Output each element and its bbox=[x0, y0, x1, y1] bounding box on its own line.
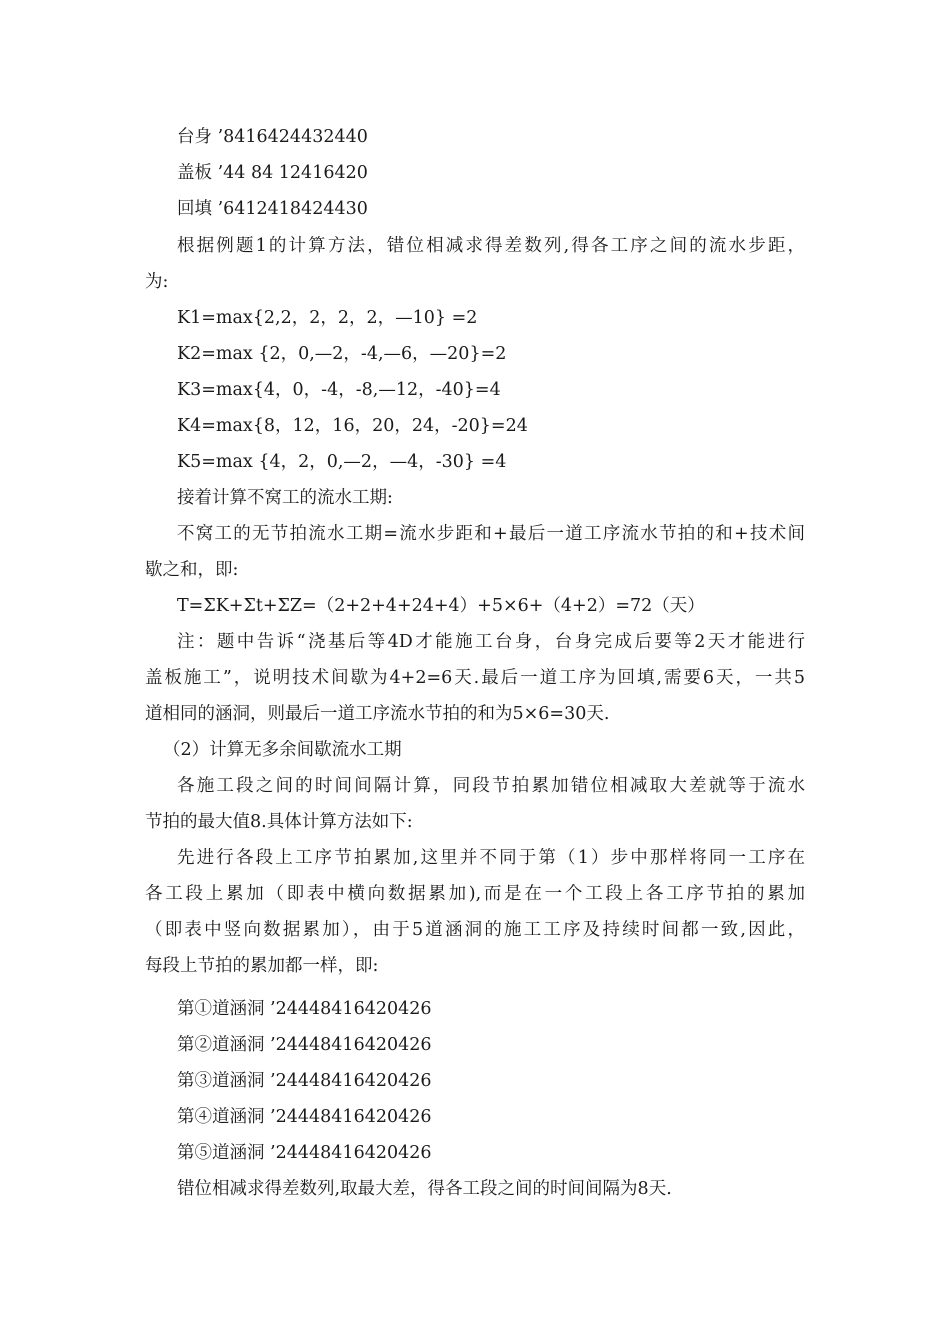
text-line: K1=max{2,2，2，2，2，—10} =2 bbox=[177, 308, 478, 328]
text-line: 歇之和，即: bbox=[145, 560, 239, 580]
text-line: 注：题中告诉“浇基后等4D才能施工台身，台身完成后要等2天才能进行 bbox=[177, 632, 805, 652]
text-line: 为: bbox=[145, 272, 169, 292]
text-line: 节拍的最大值8.具体计算方法如下: bbox=[145, 812, 413, 832]
text-line: 台身 ’8416424432440 bbox=[177, 127, 368, 147]
text-line: K3=max{4，0，-4，-8,—12，-40}=4 bbox=[177, 380, 501, 400]
text-line: 根据例题1的计算方法，错位相减求得差数列,得各工序之间的流水步距， bbox=[177, 236, 805, 256]
text-line: 错位相减求得差数列,取最大差，得各工段之间的时间间隔为8天. bbox=[177, 1179, 672, 1199]
text-line: K4=max{8，12，16，20，24，-20}=24 bbox=[177, 416, 528, 436]
text-line: K5=max {4，2，0,—2，—4，-30} =4 bbox=[177, 452, 507, 472]
text-line: 第④道涵洞 ’24448416420426 bbox=[177, 1107, 432, 1127]
text-line: 每段上节拍的累加都一样，即: bbox=[145, 956, 379, 976]
formula-line: T=ΣK+Σt+ΣZ=（2+2+4+24+4）+5×6+（4+2）=72（天） bbox=[177, 596, 705, 616]
text-line: 不窝工的无节拍流水工期=流水步距和+最后一道工序流水节拍的和+技术间 bbox=[177, 524, 805, 544]
text-line: 道相同的涵洞，则最后一道工序流水节拍的和为5×6=30天. bbox=[145, 704, 610, 724]
text-line: 先进行各段上工序节拍累加,这里并不同于第（1）步中那样将同一工序在 bbox=[177, 848, 805, 868]
text-line: 各施工段之间的时间间隔计算，同段节拍累加错位相减取大差就等于流水 bbox=[177, 776, 805, 796]
text-line: 盖板 ’44 84 12416420 bbox=[177, 163, 368, 183]
text-line: 第①道涵洞 ’24448416420426 bbox=[177, 999, 432, 1019]
text-line: 第⑤道涵洞 ’24448416420426 bbox=[177, 1143, 432, 1163]
text-line: 接着计算不窝工的流水工期: bbox=[177, 488, 393, 508]
text-line: K2=max {2，0,—2，-4,—6，—20}=2 bbox=[177, 344, 507, 364]
text-line: 盖板施工”，说明技术间歇为4+2=6天.最后一道工序为回填,需要6天，一共5 bbox=[145, 668, 805, 688]
text-line: 回填 ’6412418424430 bbox=[177, 199, 368, 219]
text-line: 第②道涵洞 ’24448416420426 bbox=[177, 1035, 432, 1055]
text-line: （即表中竖向数据累加），由于5道涵洞的施工工序及持续时间都一致,因此， bbox=[145, 920, 805, 940]
text-line: 第③道涵洞 ’24448416420426 bbox=[177, 1071, 432, 1091]
section-heading: （2）计算无多余间歇流水工期 bbox=[163, 740, 402, 760]
text-line: 各工段上累加（即表中横向数据累加),而是在一个工段上各工序节拍的累加 bbox=[145, 884, 805, 904]
